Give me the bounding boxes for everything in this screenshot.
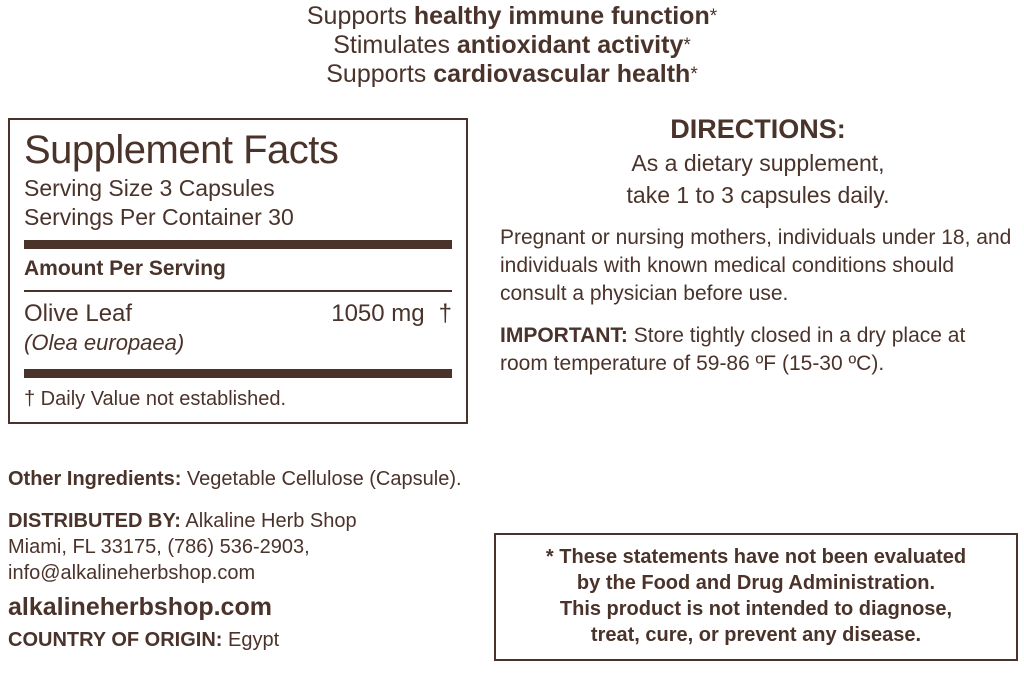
- claim-line-2: [0, 31, 1024, 60]
- supplement-facts-panel: [8, 118, 468, 424]
- nutrient-daily-value: †: [438, 300, 452, 327]
- claim-2-asterisk: *: [683, 35, 691, 56]
- claim-3-prefix: Supports: [326, 60, 434, 88]
- claim-line-3: [0, 60, 1024, 89]
- directions-line-2: take 1 to 3 capsules daily.: [626, 182, 890, 208]
- nutrient-latin-name: (Olea europaea): [24, 330, 185, 355]
- claim-2-bold: antioxidant activity: [456, 31, 684, 59]
- website-url[interactable]: alkalineherbshop.com: [8, 593, 272, 621]
- distributed-by-email: info@alkalineherbshop.com: [8, 562, 256, 584]
- divider-thick-top: [24, 240, 452, 249]
- claim-3-asterisk: *: [690, 64, 698, 85]
- daily-value-footnote: † Daily Value not established.: [24, 388, 287, 410]
- directions-section: [500, 112, 1016, 378]
- disclaimer-line-4: treat, cure, or prevent any disease.: [590, 624, 922, 646]
- claim-1-bold: healthy immune function: [413, 2, 710, 30]
- nutrient-name: Olive Leaf: [24, 300, 133, 327]
- supplement-facts-title: Supplement Facts: [24, 128, 339, 172]
- claim-3-bold: cardiovascular health: [433, 60, 691, 88]
- product-claims: [0, 2, 1024, 89]
- manufacturer-info: [8, 466, 494, 653]
- claim-1-asterisk: *: [709, 6, 718, 27]
- directions-title: DIRECTIONS:: [670, 114, 846, 144]
- disclaimer-line-2: by the Food and Drug Administration.: [576, 572, 936, 594]
- distributed-by-company: Alkaline Herb Shop: [185, 510, 357, 532]
- storage-instructions: [500, 308, 1016, 378]
- fda-disclaimer-box: [494, 533, 1018, 661]
- amount-per-serving-header: Amount Per Serving: [24, 257, 226, 280]
- directions-line-1: As a dietary supplement,: [631, 150, 885, 176]
- claim-line-1: [0, 2, 1024, 31]
- servings-per-container: Servings Per Container 30: [24, 204, 294, 230]
- country-of-origin: [8, 624, 494, 653]
- claim-2-prefix: Stimulates: [333, 31, 457, 59]
- serving-size: Serving Size 3 Capsules: [24, 175, 275, 201]
- divider-thick-bottom: [24, 369, 452, 378]
- nutrient-amount: 1050 mg: [331, 300, 425, 327]
- distributed-by: [8, 508, 494, 586]
- distributed-by-address: Miami, FL 33175, (786) 536-2903,: [8, 536, 310, 558]
- divider-thin: [24, 290, 452, 292]
- claim-1-prefix: Supports: [306, 2, 414, 30]
- important-text: Store tightly closed in a dry place at room temperature of 59-86 ºF (15-30 ºC).: [500, 324, 966, 375]
- important-label: IMPORTANT:: [500, 324, 628, 347]
- country-of-origin-label: COUNTRY OF ORIGIN:: [8, 629, 223, 651]
- nutrient-row: [24, 294, 452, 329]
- distributed-by-label: DISTRIBUTED BY:: [8, 510, 181, 532]
- disclaimer-line-3: This product is not intended to diagnose,: [559, 598, 953, 620]
- country-of-origin-value: Egypt: [228, 629, 280, 651]
- warning-text: Pregnant or nursing mothers, individuals under 18, and individuals with known medical conditions should consult a physician before use.: [500, 226, 1012, 305]
- disclaimer-line-1: * These statements have not been evaluated: [545, 546, 967, 568]
- other-ingredients-label: Other Ingredients:: [8, 468, 182, 490]
- distributed-by-line: [8, 508, 494, 534]
- other-ingredients-value: Vegetable Cellulose (Capsule).: [186, 468, 462, 490]
- other-ingredients: [8, 466, 494, 492]
